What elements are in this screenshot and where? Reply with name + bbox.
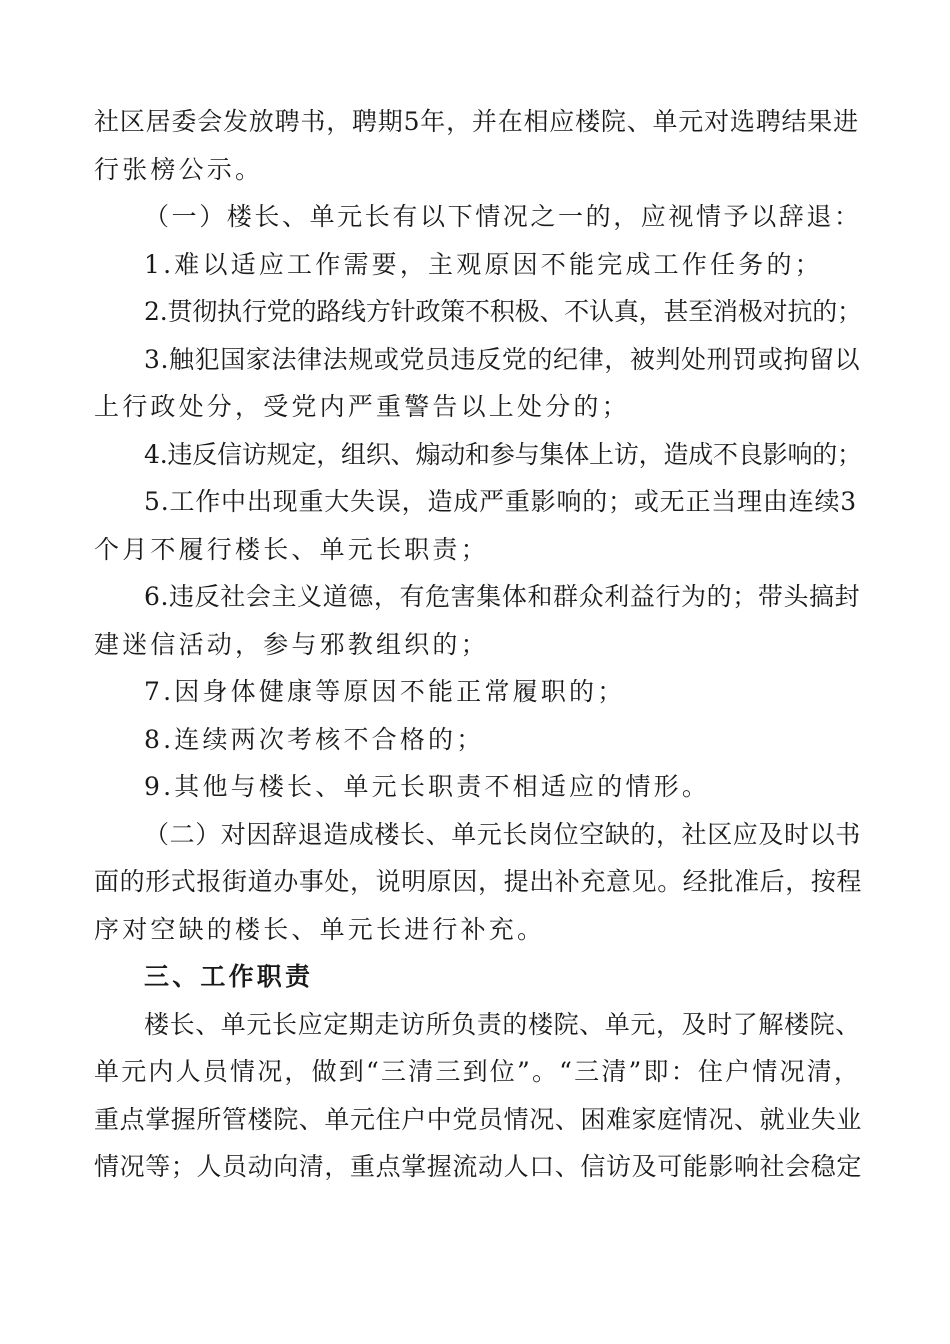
text-line: 序对空缺的楼长、单元长进行补充。: [94, 914, 546, 944]
text-line: 楼长、单元长应定期走访所负责的楼院、单元，及时了解楼院、: [144, 1009, 861, 1039]
section-heading: 三、工作职责: [144, 962, 314, 991]
list-item-9: 9.其他与楼长、单元长职责不相适应的情形。: [144, 772, 711, 801]
text-line: 社区居委会发放聘书，聘期5年，并在相应楼院、单元对选聘结果进: [94, 107, 859, 136]
text-line: 单元内人员情况，做到“三清三到位”。“三清”即：住户情况清，: [94, 1057, 862, 1086]
list-item-8: 8.连续两次考核不合格的；: [144, 724, 485, 754]
list-item-5: 5.工作中出现重大失误，造成严重影响的；或无正当理由连续3: [144, 487, 857, 516]
list-item-3: 3.触犯国家法律法规或党员违反党的纪律，被判处刑罚或拘留以: [144, 344, 861, 374]
text-line: 建迷信活动，参与邪教组织的；: [94, 629, 489, 659]
text-line: 上行政处分，受党内严重警告以上处分的；: [94, 392, 630, 421]
text-line: （一）楼长、单元长有以下情况之一的，应视情予以辞退：: [144, 202, 862, 231]
list-item-4: 4.违反信访规定，组织、煽动和参与集体上访，造成不良影响的；: [144, 439, 862, 469]
list-item-1: 1.难以适应工作需要，主观原因不能完成工作任务的；: [144, 249, 823, 279]
text-line: 重点掌握所管楼院、单元住户中党员情况、困难家庭情况、就业失业: [94, 1104, 863, 1134]
text-line: （二）对因辞退造成楼长、单元长岗位空缺的，社区应及时以书: [144, 819, 861, 849]
text-line: 面的形式报街道办事处，说明原因，提出补充意见。经批准后，按程: [94, 867, 863, 896]
list-item-2: 2.贯彻执行党的路线方针政策不积极、不认真，甚至消极对抗的；: [144, 297, 862, 326]
list-item-6: 6.违反社会主义道德，有危害集体和群众利益行为的；带头搞封: [144, 582, 861, 611]
text-line: 情况等；人员动向清，重点掌握流动人口、信访及可能影响社会稳定: [94, 1152, 863, 1181]
text-line: 个月不履行楼长、单元长职责；: [94, 534, 489, 564]
text-line: 行张榜公示。: [94, 154, 264, 184]
list-item-7: 7.因身体健康等原因不能正常履职的；: [144, 677, 626, 706]
document-body: [94, 98, 862, 1191]
